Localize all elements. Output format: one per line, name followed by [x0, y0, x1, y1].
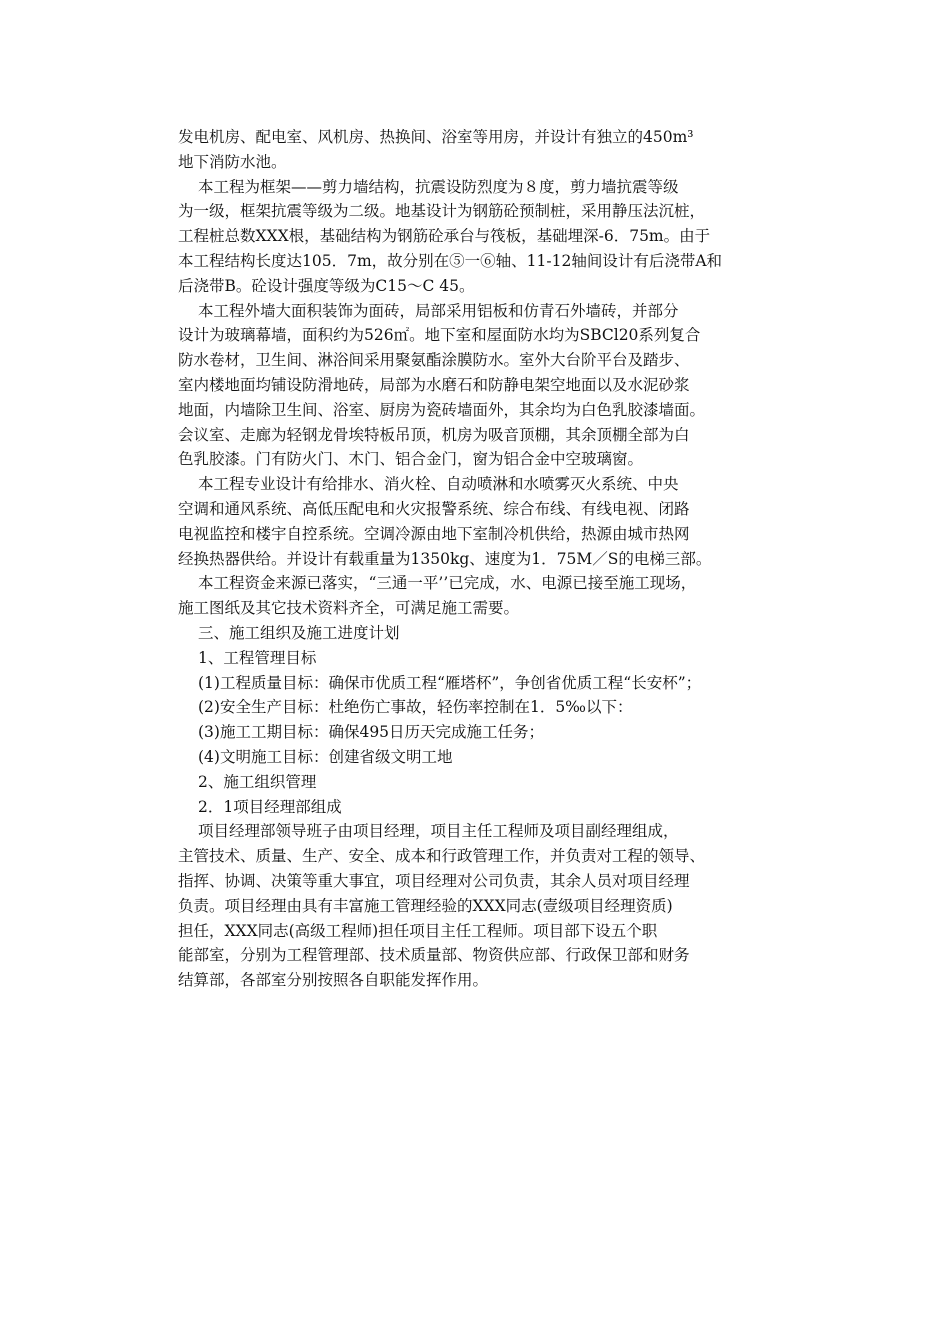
text-line: 色乳胶漆。门有防火门、木门、铝合金门，窗为铝合金中空玻璃窗。: [178, 450, 644, 469]
text-line: 1、工程管理目标: [198, 648, 317, 667]
text-line: 经换热器供给。并设计有载重量为1350kg、速度为1．75M／S的电梯三部。: [178, 549, 712, 568]
document-body: [178, 125, 778, 993]
text-line: 会议室、走廊为轻钢龙骨埃特板吊顶，机房为吸音顶棚，其余顶棚全部为白: [178, 425, 690, 444]
text-line: 室内楼地面均铺设防滑地砖，局部为水磨石和防静电架空地面以及水泥砂浆: [178, 375, 690, 394]
text-line: 2．1项目经理部组成: [198, 797, 342, 816]
text-line: 本工程资金来源已落实，“三通一平’’已完成，水、电源已接至施工现场，: [198, 574, 697, 593]
text-line: 三、施工组织及施工进度计划: [198, 623, 400, 642]
text-line: 指挥、协调、决策等重大事宜，项目经理对公司负责，其余人员对项目经理: [178, 871, 690, 890]
text-line: 防水卷材，卫生间、淋浴间采用聚氨酯涂膜防水。室外大台阶平台及踏步、: [178, 351, 690, 370]
text-line: 为一级，框架抗震等级为二级。地基设计为钢筋砼预制桩，采用静压法沉桩，: [178, 202, 706, 221]
text-line: 担任，XXX同志(高级工程师)担任项目主任工程师。项目部下设五个职: [178, 921, 658, 940]
text-line: 电视监控和楼宇自控系统。空调冷源由地下室制冷机供给，热源由城市热网: [178, 524, 690, 543]
text-line: (1)工程质量目标：确保市优质工程“雁塔杯”，争创省优质工程“长安杯”；: [198, 673, 702, 692]
text-line: 项目经理部领导班子由项目经理，项目主任工程师及项目副经理组成，: [198, 822, 679, 841]
text-line: 本工程结构长度达105．7m，故分别在⑤一⑥轴、11-12轴间设计有后浇带A和: [178, 251, 723, 270]
text-line: (2)安全生产目标：杜绝伤亡事故，轻伤率控制在1．5‰以下：: [198, 698, 633, 717]
text-line: 本工程为框架——剪力墙结构，抗震设防烈度为８度，剪力墙抗震等级: [198, 177, 679, 196]
text-line: 结算部，各部室分别按照各自职能发挥作用。: [178, 971, 489, 990]
text-line: (4)文明施工目标：创建省级文明工地: [198, 747, 453, 766]
text-line: 负责。项目经理由具有丰富施工管理经验的XXX同志(壹级项目经理资质): [178, 896, 673, 915]
text-line: 发电机房、配电室、风机房、热换间、浴室等用房，并设计有独立的450m³: [178, 128, 694, 146]
text-line: 地面，内墙除卫生间、浴室、厨房为瓷砖墙面外，其余均为白色乳胶漆墙面。: [178, 400, 706, 419]
text-line: 施工图纸及其它技术资料齐全，可满足施工需要。: [178, 599, 520, 618]
text-line: 后浇带B。砼设计强度等级为C15～C 45。: [178, 276, 475, 295]
text-line: (3)施工工期目标：确保495日历天完成施工任务；: [198, 723, 545, 742]
text-line: 能部室，分别为工程管理部、技术质量部、物资供应部、行政保卫部和财务: [178, 946, 690, 965]
text-line: 主管技术、质量、生产、安全、成本和行政管理工作，并负责对工程的领导、: [178, 847, 706, 866]
text-line: 2、施工组织管理: [198, 772, 317, 791]
text-line: 本工程外墙大面积装饰为面砖，局部采用铝板和仿青石外墙砖，并部分: [198, 301, 679, 320]
text-line: 空调和通风系统、高低压配电和火灾报警系统、综合布线、有线电视、闭路: [178, 499, 690, 518]
text-line: 地下消防水池。: [178, 152, 287, 171]
text-line: 设计为玻璃幕墙，面积约为526㎡。地下室和屋面防水均为SBCl20系列复合: [178, 326, 701, 345]
text-line: 工程桩总数XXX根，基础结构为钢筋砼承台与筏板，基础埋深-6．75m。由于: [178, 227, 711, 246]
text-line: 本工程专业设计有给排水、消火栓、自动喷淋和水喷雾灭火系统、中央: [198, 475, 679, 494]
